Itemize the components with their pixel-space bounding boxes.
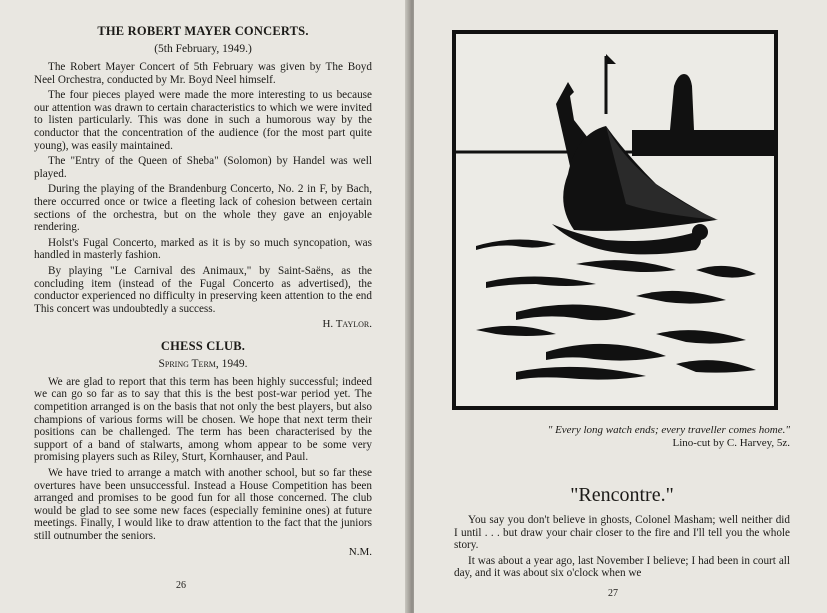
concert-paragraph: The Robert Mayer Concert of 5th February was given by The Boyd Neel Orchestra, conducted by Mr. Boyd Neel himself. xyxy=(34,61,372,86)
concert-paragraph: By playing "Le Carnival des Animaux," by Saint-Saëns, as the concluding item (instead of the Fugal Concerto as advertised), the conductor experienced no difficulty in preserving keen attention to the end This concert was undoubtedly a success. xyxy=(34,264,372,315)
left-page xyxy=(0,0,412,613)
chess-signature: N.M. xyxy=(348,545,372,558)
chess-paragraph: We are glad to report that this term has been highly successful; indeed we can go so far as to say that this is the best post-war period yet. The competition arranged is on the basis that not only the best players, but also champions of various forms will be chosen. We hope that next term their positions can be challenged. The term has been characterised by the support of a band of stalwarts, among whom appear to be some very promising players such as Riley, Sturt, Kornhauser, and Paul. xyxy=(34,375,372,464)
lino-cut-illustration xyxy=(452,30,778,410)
chess-term: Spring Term, 1949. xyxy=(158,357,248,370)
caption-credit: Lino-cut by C. Harvey, 5z. xyxy=(672,437,790,449)
concert-signature: H. Taylor. xyxy=(322,318,372,331)
story-body xyxy=(454,514,790,583)
right-page xyxy=(414,0,827,613)
story-paragraph: You say you don't believe in ghosts, Colonel Masham; well neither did I until . . . but draw your chair closer to the fire and I'll tell you the whole story. xyxy=(454,514,790,552)
concert-heading: THE ROBERT MAYER CONCERTS. xyxy=(97,24,309,38)
sailboat-linocut-image xyxy=(456,34,774,406)
caption-quote: " Every long watch ends; every traveller comes home." xyxy=(547,424,790,436)
page-number-left: 26 xyxy=(176,580,186,591)
concert-paragraph: Holst's Fugal Concerto, marked as it is by so much syncopation, was handled in masterly fashion. xyxy=(34,236,372,262)
concert-date: (5th February, 1949.) xyxy=(154,43,252,55)
page-number-right: 27 xyxy=(608,588,618,599)
concert-paragraph: During the playing of the Brandenburg Concerto, No. 2 in F, by Bach, there occurred once or twice a fleeting lack of cohesion between certain sections of the orchestra, but on the whole they gave an enjoyable rendering. xyxy=(34,183,372,234)
story-paragraph: It was about a year ago, last November I believe; I had been in court all day, and it was about six o'clock when we xyxy=(454,554,790,580)
story-title: "Rencontre." xyxy=(570,484,674,506)
illustration-caption xyxy=(454,424,790,449)
chess-paragraph: We have tried to arrange a match with another school, but so far these overtures have been unsuccessful. Instead a House Competition has been arranged and promises to be good fun for all those concerned. The club would be glad to see some new faces (especially feminine ones) at future meetings. Finally, I would like to draw attention to the fact that the juniors still outnumber the seniors. xyxy=(34,467,372,542)
concert-paragraph: The "Entry of the Queen of Sheba" (Solomon) by Handel was well played. xyxy=(34,155,372,180)
chess-heading: CHESS CLUB. xyxy=(160,338,246,353)
concert-paragraph: The four pieces played were made the more interesting to us because our attention was drawn to certain characteristics to which we were invited to listen particularly. This was done in such a humorous way by the conductor that the concentration of the audience (for the most part quite young), was easily maintained. xyxy=(34,89,372,152)
